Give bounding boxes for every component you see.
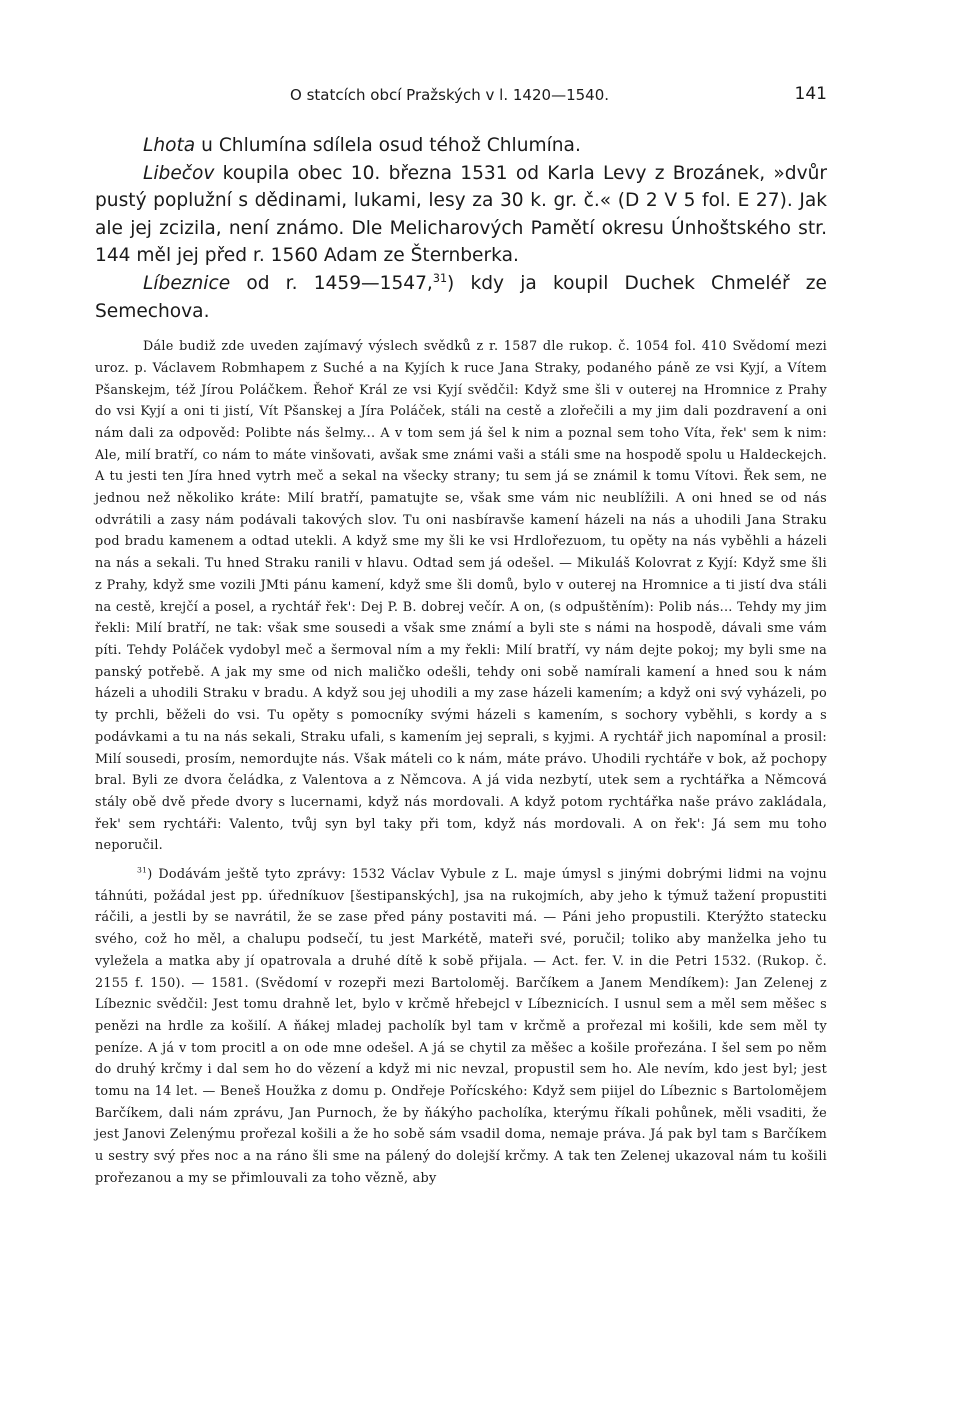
entry-text: u Chlumína sdílela osud téhož Chlumína. — [195, 135, 581, 156]
entry-text-continued: ) kdy ja koupil Duchek Chmeléř ze Semechova. — [95, 272, 827, 322]
entry-libeznice — [95, 270, 827, 325]
entry-libecov — [95, 160, 827, 270]
entry-text: od r. 1459—1547, — [230, 272, 433, 294]
footnote — [95, 864, 827, 1190]
footnote-paragraph — [95, 864, 827, 1190]
testimony-block — [95, 336, 827, 857]
running-title: O statcích obcí Pražských v l. 1420—1540. — [290, 86, 610, 104]
entry-text: koupila obec 10. března 1531 od Karla Levy z Brozánek, »dvůr pustý poplužní s dědinami, lukami, lesy za 30 k. gr. č.« (D 2 V 5 fol. E 27). Jak ale jej zcizila, není známo. Dle Melicharových Pamětí okresu Únhoštského str. 144 měl jej před r. 1560 Adam ze Šternberka. — [95, 162, 827, 267]
place-name: Libečov — [143, 162, 215, 184]
place-name: Líbeznice — [143, 272, 231, 294]
footnote-text: ) Dodávám ještě tyto zprávy: 1532 Václav Vybule z L. maje úmysl s jinými dobrými lidmi na vojnu táhnúti, požádal jest pp. úředníkuov [šestipanských], jsa na rukojmích, aby jeho k týmuž tažení propustiti ráčili, a jestli by se navrátil, že se zase před pány postaviti má. — Páni jeho propustili. Kterýžto statecku svého, což ho měl, a chalupu podsečí, tu jest Markétě, mateři své, poručil; toliko aby manželka jeho tu vyležela a matka aby jí opatrovala a druhé dítě k sobě přijala. — Act. fer. V. in die Petri 1532. (Rukop. č. 2155 f. 150). — 1581. (Svědomí v rozepři mezi Bartoloměj. Barčíkem a Janem Mendíkem): Jan Zelenej z Líbeznic svědčil: Jest tomu drahně let, bylo v krčmě hřebejcl v Líbeznicích. I usnul sem a měl sem měšec s penězi na hrdle za košilí. A ňákej mladej pacholík byl tam v krčmě a prořezal mi košili, kde sem měl ty peníze. A já v tom procitl a on ode mne odešel. A já se chytil za měšec a košile prořezána. I šel sem po něm do druhý krčmy i dal sem ho do vězení a když mi nic nevzal, propustil sem ho. Ale nevím, kdo jest byl; jest tomu na 14 let. — Beneš Houžka z domu p. Ondřeje Pořícského: Když sem piijel do Líbeznic s Bartolomějem Barčíkem, dali nám zprávu, Jan Purnoch, že by ňákýho pacholíka, kterýmu říkali pohůnek, měli vsaditi, že jest Janovi Zelenýmu prořezal košili a že ho sobě sám vsadil doma, nemaje práva. Já pak byl tam s Barčíkem u sestry svý přes noc a na ráno šli sme na pálený do dolejší krčmy. A tak ten Zelenej ukazoval nám tu košili prořezanou a my se přimlouvali za toho vězně, aby — [95, 867, 827, 1186]
running-header — [95, 78, 827, 108]
place-name: Lhota — [143, 135, 196, 156]
entry-lhota — [95, 132, 827, 160]
testimony-text: Dále budiž zde uveden zajímavý výslech svědků z r. 1587 dle rukop. č. 1054 fol. 410 Svědomí mezi uroz. p. Václavem Robmhapem z Suché a na Kyjích k ruce Jana Straky, podaného páně ze vsi Kyjí, a Vítem Pšanskejm, též Jírou Poláčkem. Řehoř Král ze vsi Kyjí svědčil: Když sme šli v outerej na Hromnice z Prahy do vsi Kyjí a oni ti jistí, Vít Pšanskej a Jíra Poláček, stáli na cestě a zlořečili a my jim dali pozdravení a oni nám dali za odpověd: Polibte nás šelmy... A v tom sem já šel k nim a poznal sem toho Víta, řek' sem k nim: Ale, milí bratří, co nám to máte vinšovati, avšak sme známi vaši a stáli sme na hospodě spolu u Haldeckejch. A tu jesti ten Jíra hned vytrh meč a sekal na všecky strany; tu sem já se známil k tomu Vítovi. Řek sem, ne jednou než několiko kráte: Milí bratří, pamatujte se, však sme vám nic neublížili. A oni hned se od nás odvrátili a zasy nám podávali takových slov. Tu oni nasbíravše kamení házeli na nás a uhodili Jana Straku pod bradu kamenem a odtad utekli. A když sme my šli ke vsi Hrdlořezuom, tu opěty na nás vyběhli a házeli na nás a sekali. Tu hned Straku ranili v hlavu. Odtad sem já odešel. — Mikuláš Kolovrat z Kyjí: Když sme šli z Prahy, když sme vozili JMti pánu kamení, když sme šli domů, bylo v outerej na Hromnice a ti jistí dva stáli na cestě, krejčí a posel, a rychtář řek': Dej P. B. dobrej večír. A on, (s odpuštěním): Polib nás... Tehdy my jim řekli: Milí bratří, ne tak: však sme sousedi a však sme známí a byli ste s námi na hospodě, dávali sme vám píti. Tehdy Poláček vydobyl meč a šermoval ním a my řekli: Milí bratří, vy nám dejte pokoj; my byli sme na panský potřebě. A jak my sme od nich maličko odešli, tehdy oni sobě namírali kamení a hned sou k nám házeli a uhodili Straku v bradu. A když sou jej uhodili a my zase házeli kamením; a když oni svý vyházeli, po ty prchli, běželi do vsi. Tu opěty s pomocníky svými házeli s kamením, s sochory vyběhli, s kordy a s podávkami a tu na nás sekali, Straku ufali, s kamením jej seprali, s kyjmi. A rychtář jich napomínal a prosil: Milí sousedi, prosím, nemordujte nás. Však máteli co k nám, máte právo. Uhodili rychtáře v bok, až pochopy bral. Byli ze dvora čeládka, z Valentova a z Němcova. A já vida nezbytí, utek sem a rychtářka a Němcová stály obě dvě přede dvory s lucernami, když nás mordovali. A když potom rychtářka naše právo zakládala, řek' sem rychtáři: Valento, tvůj syn byl taky při tom, když nás mordovali. A on řek': Já sem mu toho neporučil. — [95, 339, 827, 854]
page-number: 141 — [794, 84, 827, 104]
footnote-marker: 31 — [137, 865, 148, 875]
footnote-reference: 31 — [432, 271, 448, 285]
main-text — [95, 132, 827, 325]
document-page — [95, 78, 827, 1190]
